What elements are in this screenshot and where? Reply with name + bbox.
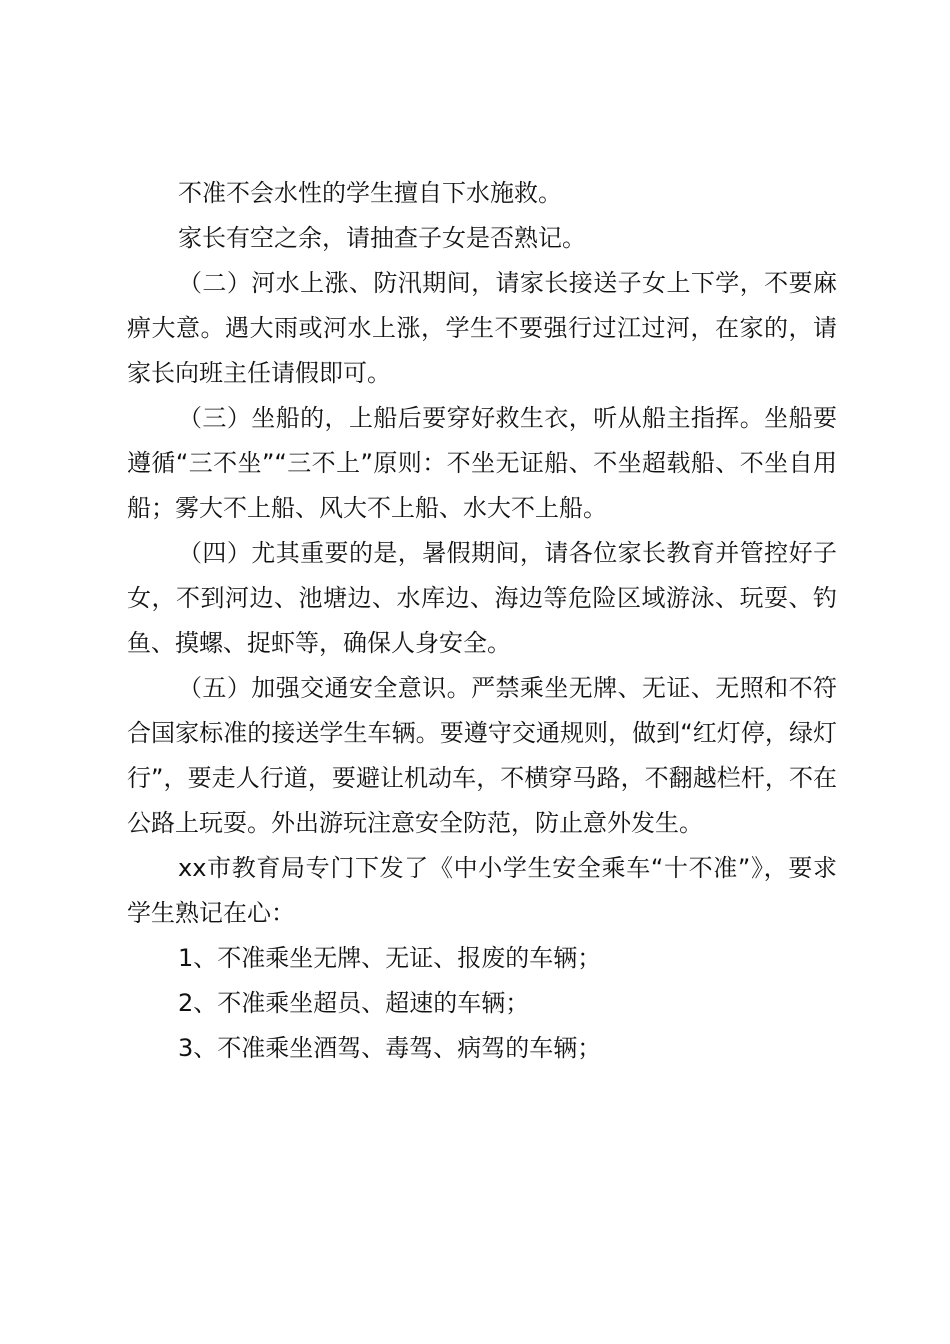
paragraph-parent-check: 家长有空之余，请抽查子女是否熟记。 xyxy=(178,224,586,252)
paragraph-education-bureau-notice: xx市教育局专门下发了《中小学生安全乘车“十不准”》，要求学生熟记在心： xyxy=(127,854,837,927)
paragraph-traffic-safety: （五）加强交通安全意识。严禁乘坐无牌、无证、无照和不符合国家标准的接送学生车辆。要遵守交通规则，做到“红灯停，绿灯行”，要走人行道，要避让机动车，不横穿马路，不翻越栏杆，不在公路上玩耍。外出游玩注意安全防范，防止意外发生。 xyxy=(127,674,837,837)
paragraph-flood-season: （二）河水上涨、防汛期间，请家长接送子女上下学，不要麻痹大意。遇大雨或河水上涨，学生不要强行过江过河，在家的，请家长向班主任请假即可。 xyxy=(127,269,837,387)
list-item-rule-1: 1、不准乘坐无牌、无证、报废的车辆； xyxy=(178,944,602,972)
paragraph-rescue-rule: 不准不会水性的学生擅自下水施救。 xyxy=(178,179,562,207)
paragraph-summer-water-safety: （四）尤其重要的是，暑假期间，请各位家长教育并管控好子女，不到河边、池塘边、水库边、海边等危险区域游泳、玩耍、钓鱼、摸螺、捉虾等，确保人身安全。 xyxy=(127,539,837,657)
document-body xyxy=(127,171,837,1071)
list-item-rule-2: 2、不准乘坐超员、超速的车辆； xyxy=(178,989,530,1017)
paragraph-boat-safety: （三）坐船的，上船后要穿好救生衣，听从船主指挥。坐船要遵循“三不坐”“三不上”原则：不坐无证船、不坐超载船、不坐自用船；雾大不上船、风大不上船、水大不上船。 xyxy=(127,404,837,522)
list-item-rule-3: 3、不准乘坐酒驾、毒驾、病驾的车辆； xyxy=(178,1034,602,1062)
